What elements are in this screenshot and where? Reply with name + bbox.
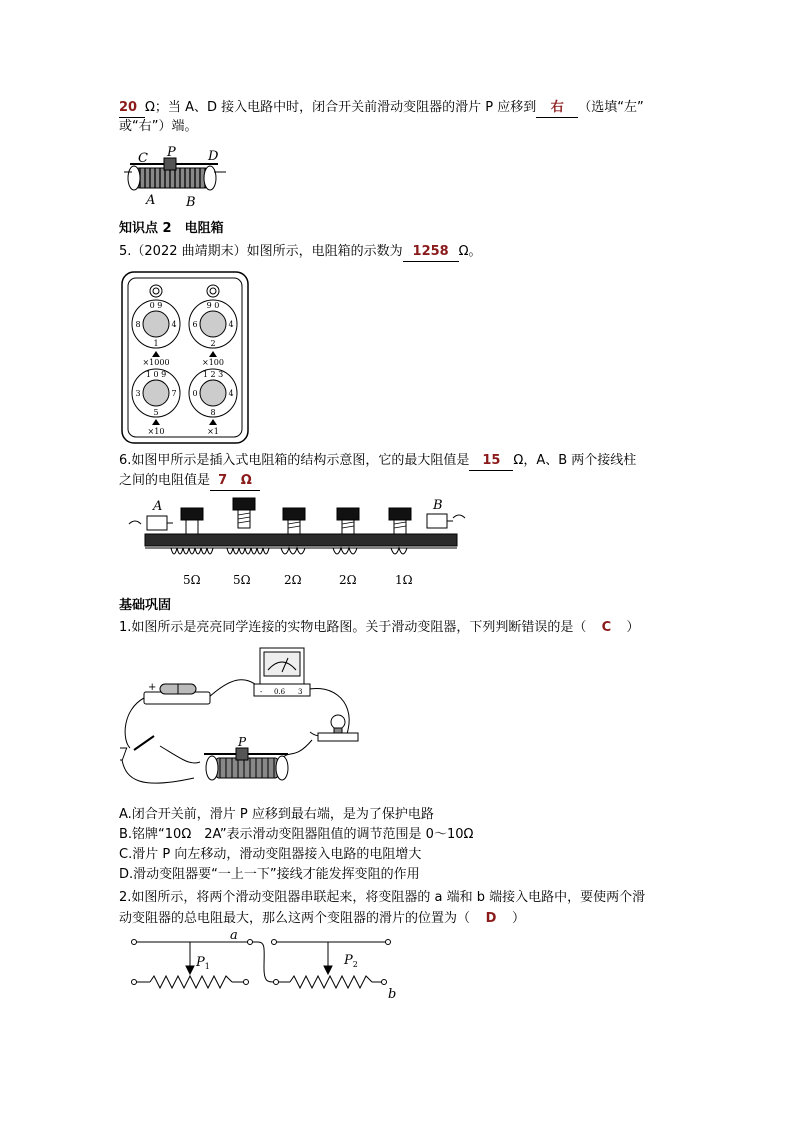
rheostat-label-c: C	[138, 151, 148, 166]
b1-option-a: A.闭合开关前，滑片 P 应移到最右端，是为了保护电路	[119, 807, 434, 822]
b2-line-2	[119, 910, 525, 928]
label-p2-sub: 2	[352, 960, 358, 969]
q4-line-2: 或“右”）端。	[119, 119, 198, 134]
rheostat-label-p: P	[167, 146, 176, 160]
svg-text:9 0: 9 0	[206, 301, 220, 310]
plug-resistor-label: 5Ω	[233, 573, 251, 587]
ammeter-terminal-label: 3	[298, 688, 303, 696]
svg-text:4: 4	[228, 389, 234, 398]
ammeter-terminal-label: -	[260, 688, 263, 696]
q4-answer-2: 右	[536, 99, 578, 118]
section-title-basic: 基础巩固	[119, 598, 172, 613]
svg-text:7: 7	[171, 389, 177, 398]
b2-text-2: 动变阻器的总电阻最大，那么这两个变阻器的滑片的位置为（	[119, 911, 471, 926]
q4-line-1	[119, 99, 644, 118]
b2-line-1: 2.如图所示，将两个滑动变阻器串联起来，将变阻器的 a 端和 b 端接入电路中，要使两个滑	[119, 890, 646, 905]
svg-text:0: 0	[192, 389, 198, 398]
q4-text-2: （选填“左”	[578, 100, 644, 115]
rheostat-label-d: D	[208, 149, 219, 164]
b1-text: 1.如图所示是亮亮同学连接的实物电路图。关于滑动变阻器，下列判断错误的是（	[119, 620, 587, 635]
b1-option-c: C.滑片 P 向左移动，滑动变阻器接入电路的电阻增大	[119, 847, 422, 862]
q6-text-2: Ω，A、B 两个接线柱	[513, 453, 637, 468]
plug-label-a: A	[153, 499, 163, 514]
switch	[120, 736, 154, 760]
svg-text:3: 3	[135, 389, 141, 398]
svg-text:0 9: 0 9	[149, 301, 163, 310]
ammeter	[254, 648, 310, 696]
q5-suffix: Ω。	[458, 244, 482, 259]
label-p1-sub: 1	[204, 962, 210, 971]
q5-line	[119, 243, 482, 262]
q6-text-3: 之间的电阻值是	[119, 473, 211, 488]
q4-answer-1: 20	[119, 99, 145, 118]
q5-prefix: 5.（2022 曲靖期末）如图所示，电阻箱的示数为	[119, 244, 403, 259]
svg-text:8: 8	[135, 320, 141, 329]
q4-text-1: Ω；当 A、D 接入电路中时，闭合开关前滑动变阻器的滑片 P 应移到	[145, 100, 537, 115]
circuit-rheostat	[204, 735, 288, 780]
label-a: a	[230, 928, 238, 943]
circuit-rheostat-label-p: P	[238, 735, 247, 749]
label-p2	[343, 953, 358, 969]
plug-resistor-label: 2Ω	[284, 573, 302, 587]
b1-option-b: B.铭牌“10Ω 2A”表示滑动变阻器阻值的调节范围是 0～10Ω	[119, 827, 474, 842]
b2-answer: D	[485, 911, 497, 926]
q6-answer-2-unit: Ω	[240, 473, 252, 488]
b1-option-d: D.滑动变阻器要“一上一下”接线才能发挥变阻的作用	[119, 867, 420, 882]
dial-thousands-mult: ×1000	[142, 358, 170, 367]
rheostat-label-b: B	[186, 195, 196, 208]
b1-answer: C	[601, 620, 612, 635]
label-b: b	[388, 987, 397, 1002]
circuit-figure	[120, 640, 374, 800]
plug-resistor-label: 2Ω	[339, 573, 357, 587]
section-title-resistance-box: 知识点 2 电阻箱	[119, 221, 224, 236]
label-p1	[195, 955, 210, 971]
q6-answer-2	[210, 472, 260, 491]
two-rheostats-figure	[128, 928, 400, 1004]
svg-text:1 2 3: 1 2 3	[202, 370, 224, 379]
svg-text:4: 4	[228, 320, 234, 329]
plug-label-b: B	[433, 498, 443, 513]
svg-text:1 0 9: 1 0 9	[145, 370, 167, 379]
q5-answer: 1258	[403, 243, 459, 262]
dial-thousands-value: 1	[153, 339, 159, 348]
b1-question	[119, 619, 639, 637]
label-p1-main: P	[196, 955, 205, 970]
q6-line-1	[119, 452, 636, 471]
dial-units-mult: ×1	[207, 427, 219, 436]
svg-text:6: 6	[192, 320, 198, 329]
b2-close: ）	[512, 911, 526, 926]
dial-hundreds-value: 2	[210, 339, 216, 348]
plug-resistor-label: 5Ω	[183, 573, 201, 587]
ammeter-terminal-label: 0.6	[274, 688, 286, 696]
q6-answer-2-value: 7	[218, 473, 228, 488]
plug-resistance-box-figure	[127, 496, 467, 590]
svg-text:+: +	[148, 682, 157, 693]
dial-tens-mult: ×10	[147, 427, 165, 436]
dial-tens-value: 5	[153, 408, 159, 417]
dial-units-value: 8	[210, 408, 216, 417]
plug-resistor-label: 1Ω	[395, 573, 413, 587]
dial-hundreds-mult: ×100	[202, 358, 224, 367]
q6-answer-1: 15	[469, 452, 513, 471]
label-p2-main: P	[344, 953, 353, 968]
svg-text:4: 4	[171, 320, 177, 329]
rheostat-label-a: A	[146, 193, 156, 208]
rheostat-figure-small	[122, 146, 232, 208]
bulb	[318, 715, 358, 741]
q6-text-1: 6.如图甲所示是插入式电阻箱的结构示意图，它的最大阻值是	[119, 453, 470, 468]
q6-line-2	[119, 472, 260, 491]
b1-close: ）	[626, 620, 640, 635]
resistance-box-figure	[121, 271, 249, 444]
